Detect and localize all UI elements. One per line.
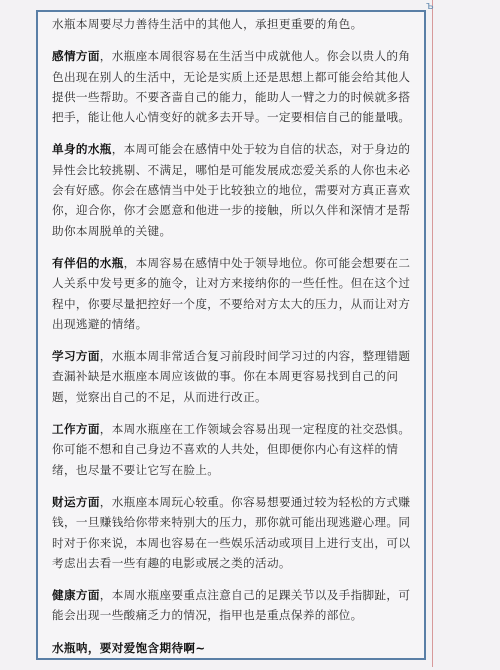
- section-body: ，水瓶本周非常适合复习前段时间学习过的内容，整理错题查漏补缺是水瓶座本周应该做的事。你在本周更容易找到自己的问题，觉察出自己的不足，从而进行改正。: [52, 349, 411, 404]
- horoscope-text: [52, 14, 414, 670]
- section-heading: 财运方面: [52, 494, 100, 509]
- section-body: ，本周容易在感情中处于领导地位。你可能会想要在二人关系中发号更多的施令，让对方来接纳你的一些任性。但在这个过程中，你要尽量把控好一个度，不要给对方太大的压力，从而让对方出现逃避的情绪。: [52, 255, 411, 331]
- intro-paragraph: 水瓶本周要尽力善待生活中的其他人，承担更重要的角色。: [52, 17, 363, 31]
- margin-rule: [432, 0, 433, 667]
- section-heading: 学习方面: [52, 349, 100, 364]
- section-body: ，本周水瓶座在工作领域会容易出现一定程度的社交恐惧。你可能不想和自己身边不喜欢的人共处，但即便你内心有这样的情绪，也尽量不要让它写在脸上。: [52, 422, 411, 477]
- section-partnered: [52, 253, 414, 334]
- section-heading: 单身的水瓶: [52, 142, 112, 157]
- section-heading: 有伴侣的水瓶: [52, 255, 124, 270]
- section-heading: 感情方面: [52, 49, 100, 64]
- section-heading: 工作方面: [52, 422, 100, 437]
- corner-mark: ъ: [426, 0, 434, 12]
- section-study: [52, 346, 414, 407]
- section-body: ，本周水瓶座要重点注意自己的足踝关节以及手指脚趾，可能会出现一些酸痛乏力的情况，指甲也是重点保养的部位。: [52, 588, 411, 623]
- section-body: ，本周可能会在感情中处于较为自信的状态，对于身边的异性会比较挑剔、不满足，哪怕是可能发展成恋爱关系的人你也未必会有好感。你会在感情当中处于比较独立的地位，需要对方真正喜欢你，迎合你，你才会愿意和他进一步的接触，所以久伴和深情才是帮助你本周脱单的关键。: [52, 142, 411, 238]
- closing-line: 水瓶呐，要对爱饱含期待啊~: [52, 640, 206, 655]
- section-health: [52, 585, 414, 626]
- section-work: [52, 419, 414, 480]
- section-love: [52, 46, 414, 127]
- section-single: [52, 139, 414, 240]
- section-heading: 健康方面: [52, 588, 100, 603]
- section-body: ，水瓶座本周玩心较重。你容易想要通过较为轻松的方式赚钱，一旦赚钱给你带来特别大的压力，那你就可能出现逃避心理。同时对于你来说，本周也容易在一些娱乐活动或项目上进行支出，可以考虑出去看一些有趣的电影或展之类的活动。: [52, 494, 411, 570]
- section-body: ，水瓶座本周很容易在生活当中成就他人。你会以贵人的角色出现在别人的生活中，无论是实质上还是思想上都可能会给其他人提供一些帮助。不要吝啬自己的能力，能助人一臂之力的时候就多搭把手，能让他人心情变好的就多去开导。一定要相信自己的能量哦。: [52, 49, 411, 125]
- section-wealth: [52, 492, 414, 573]
